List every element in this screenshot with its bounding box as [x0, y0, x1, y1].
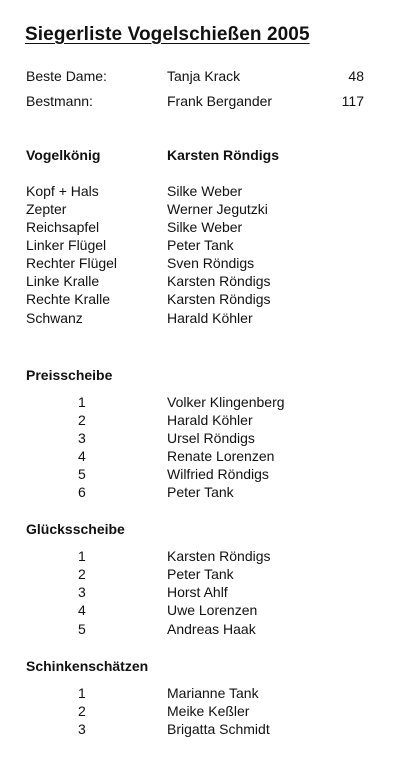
preisscheibe-heading: Preisscheibe [26, 367, 113, 383]
list-item [0, 601, 400, 619]
rank: 1 [78, 685, 86, 701]
rank: 1 [78, 394, 86, 410]
preisscheibe-heading-row [0, 366, 400, 384]
part-row [0, 218, 400, 236]
list-item [0, 483, 400, 501]
part-name: Harald Köhler [167, 310, 253, 326]
winner-name: Andreas Haak [167, 621, 256, 637]
part-name: Silke Weber [167, 183, 243, 199]
rank: 2 [78, 412, 86, 428]
vogelkoenig-label: Vogelkönig [26, 147, 101, 163]
rank: 2 [78, 703, 86, 719]
gluecksscheibe-heading-row [0, 520, 400, 538]
list-item [0, 547, 400, 565]
rank: 6 [78, 484, 86, 500]
list-item [0, 702, 400, 720]
list-item [0, 465, 400, 483]
winner-name: Wilfried Röndigs [167, 466, 269, 482]
part-row [0, 272, 400, 290]
list-item [0, 447, 400, 465]
list-item [0, 565, 400, 583]
winner-name: Uwe Lorenzen [167, 602, 258, 618]
winner-name: Brigatta Schmidt [167, 721, 270, 737]
winner-name: Meike Keßler [167, 703, 250, 719]
list-item [0, 583, 400, 601]
list-item [0, 393, 400, 411]
part-label: Kopf + Hals [26, 183, 99, 199]
part-label: Linker Flügel [26, 237, 107, 253]
list-item [0, 720, 400, 738]
list-item [0, 684, 400, 702]
rank: 1 [78, 548, 86, 564]
part-row [0, 254, 400, 272]
list-item [0, 411, 400, 429]
vogelkoenig-row [0, 146, 400, 164]
rank: 4 [78, 602, 86, 618]
beste-dame-label: Beste Dame: [26, 68, 107, 84]
bestmann-row [0, 92, 400, 110]
winner-name: Peter Tank [167, 484, 234, 500]
rank: 3 [78, 721, 86, 737]
vogelkoenig-name: Karsten Röndigs [167, 147, 280, 163]
schinkenschaetzen-heading: Schinkenschätzen [26, 658, 149, 674]
winner-name: Horst Ahlf [167, 584, 228, 600]
bestmann-label: Bestmann: [26, 93, 93, 109]
bestmann-score: 117 [341, 93, 364, 109]
part-name: Werner Jegutzki [167, 201, 268, 217]
part-name: Karsten Röndigs [167, 291, 271, 307]
list-item [0, 429, 400, 447]
rank: 3 [78, 430, 86, 446]
part-label: Linke Kralle [26, 273, 100, 289]
bestmann-name: Frank Bergander [167, 93, 273, 109]
part-row [0, 309, 400, 327]
rank: 3 [78, 584, 86, 600]
schinkenschaetzen-heading-row [0, 657, 400, 675]
winner-name: Harald Köhler [167, 412, 253, 428]
winner-name: Marianne Tank [167, 685, 259, 701]
part-row [0, 182, 400, 200]
rank: 5 [78, 466, 86, 482]
beste-dame-row [0, 67, 400, 85]
list-item [0, 620, 400, 638]
winner-name: Ursel Röndigs [167, 430, 255, 446]
part-label: Rechter Flügel [26, 255, 118, 271]
part-name: Karsten Röndigs [167, 273, 271, 289]
part-row [0, 290, 400, 308]
part-label: Reichsapfel [26, 219, 100, 235]
winner-name: Renate Lorenzen [167, 448, 275, 464]
gluecksscheibe-heading: Glücksscheibe [26, 521, 125, 537]
part-name: Silke Weber [167, 219, 243, 235]
part-name: Peter Tank [167, 237, 234, 253]
winner-name: Karsten Röndigs [167, 548, 271, 564]
part-row [0, 200, 400, 218]
winner-name: Volker Klingenberg [167, 394, 285, 410]
part-row [0, 236, 400, 254]
rank: 5 [78, 621, 86, 637]
part-name: Sven Röndigs [167, 255, 255, 271]
rank: 4 [78, 448, 86, 464]
rank: 2 [78, 566, 86, 582]
winner-name: Peter Tank [167, 566, 234, 582]
part-label: Rechte Kralle [26, 291, 111, 307]
part-label: Zepter [26, 201, 67, 217]
part-label: Schwanz [26, 310, 83, 326]
beste-dame-name: Tanja Krack [167, 68, 241, 84]
page-title: Siegerliste Vogelschießen 2005 [25, 24, 310, 45]
beste-dame-score: 48 [348, 68, 364, 84]
